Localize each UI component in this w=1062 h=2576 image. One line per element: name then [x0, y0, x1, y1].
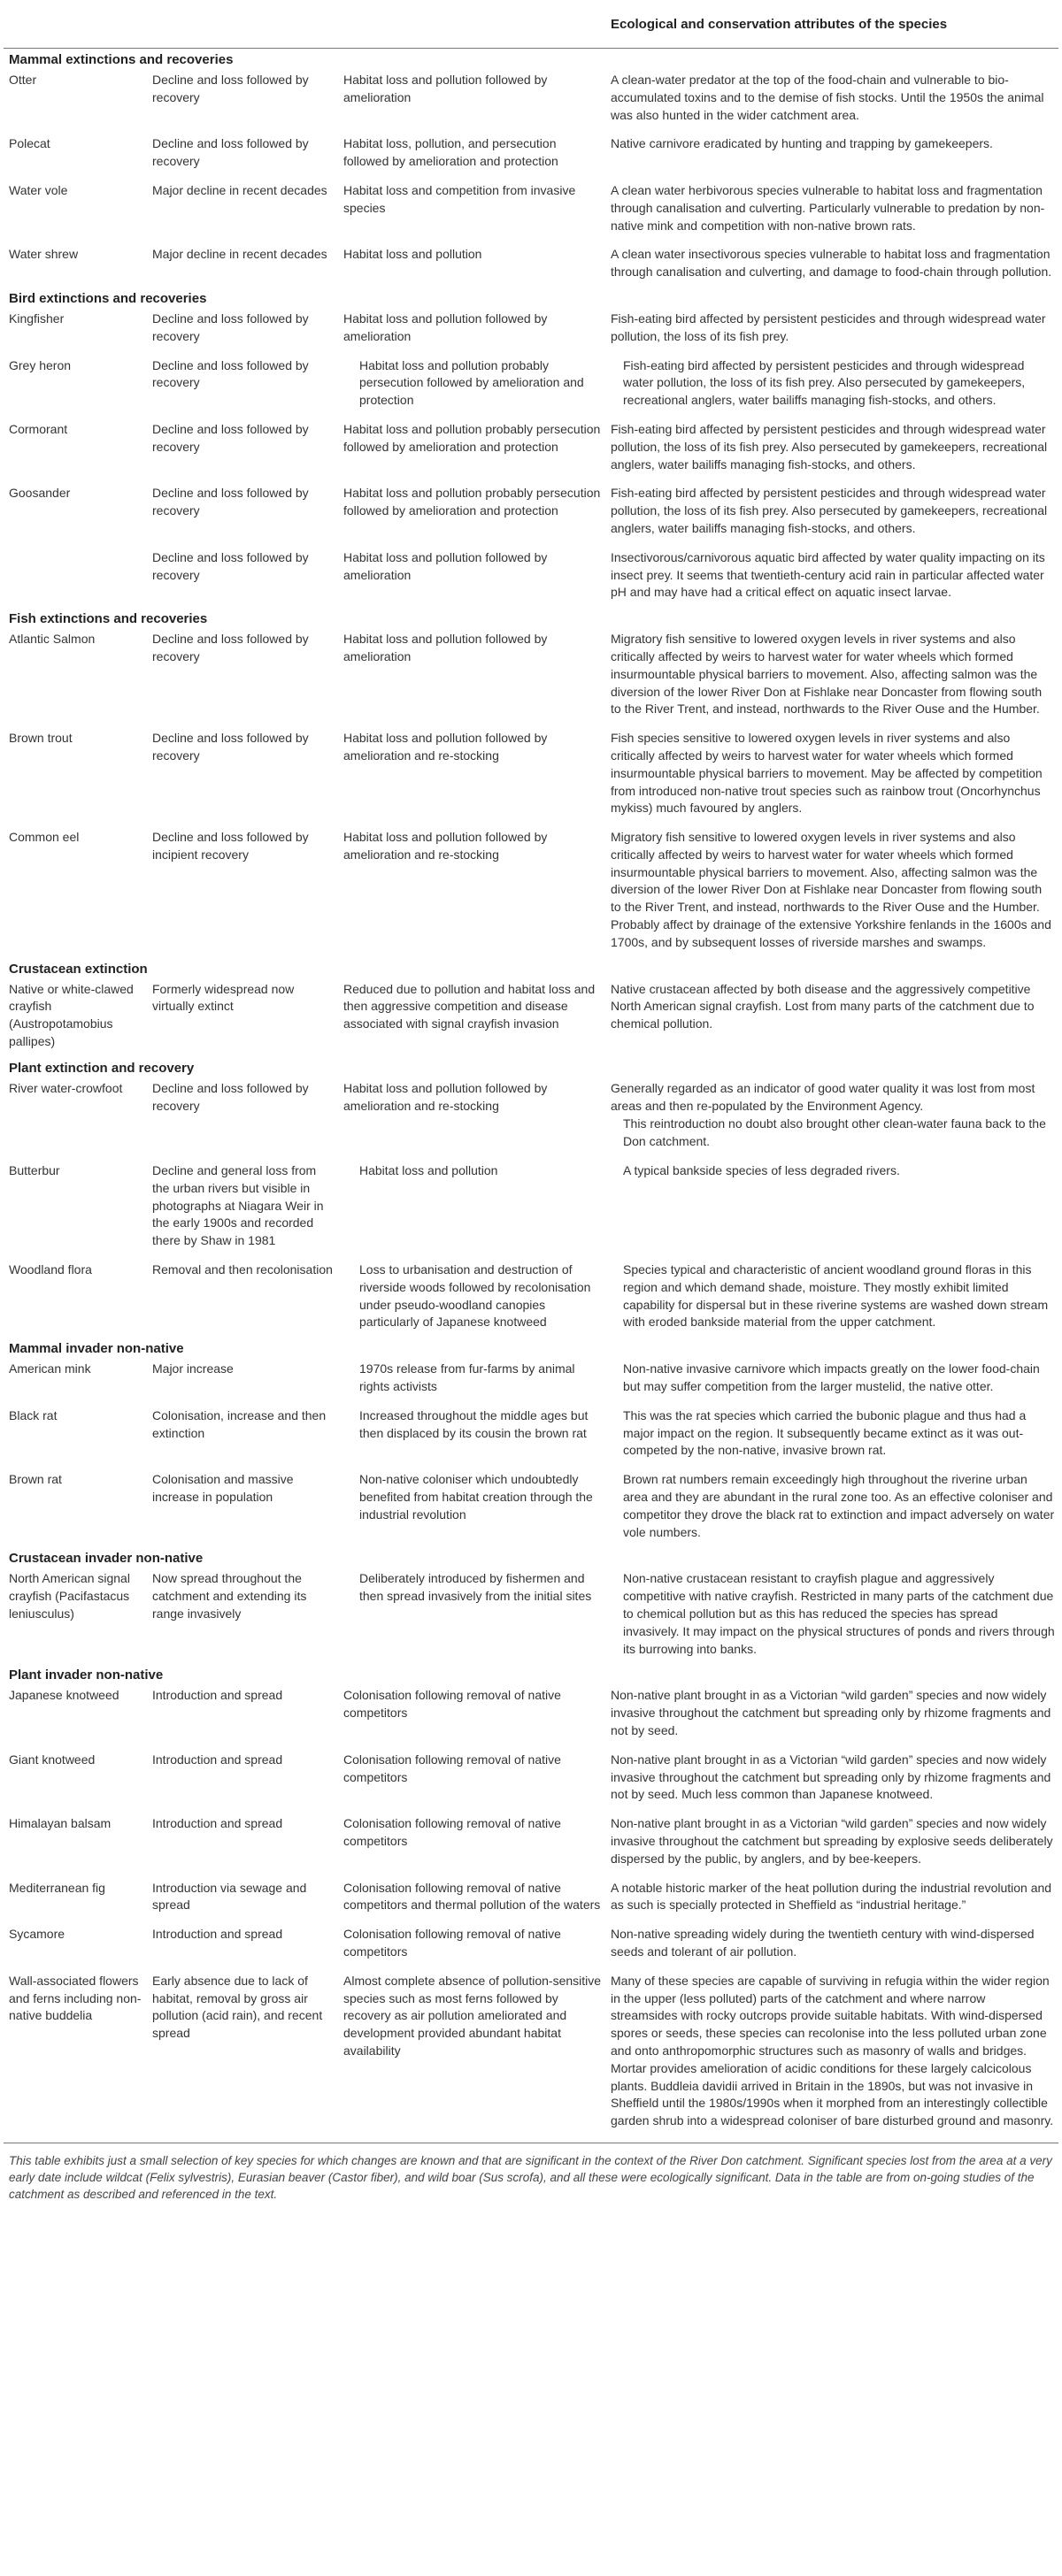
- cause-cell: Habitat loss and pollution followed by amelioration and re-stocking: [343, 1080, 548, 1113]
- species-cell: Atlantic Salmon: [9, 632, 96, 647]
- table-row: [4, 1970, 1058, 2139]
- species-cell: Native or white-clawed crayfish (Austropotamobius pallipes): [9, 981, 134, 1049]
- species-cell: Black rat: [9, 1407, 58, 1422]
- species-cell: Goosander: [9, 486, 71, 501]
- species-cell: Brown rat: [9, 1472, 62, 1487]
- cause-cell: Habitat loss and pollution: [343, 247, 482, 262]
- change-cell: Colonisation and massive increase in population: [152, 1472, 294, 1504]
- cause-cell: Colonisation following removal of native competitors and thermal pollution of the waters: [343, 1880, 601, 1913]
- cause-cell: Habitat loss and pollution probably persecution followed by amelioration and protection: [343, 421, 601, 454]
- cause-cell: Habitat loss and pollution followed by amelioration: [343, 73, 548, 104]
- table-row: [4, 547, 1058, 610]
- cause-cell: Reduced due to pollution and habitat loss and then aggressive competition and disease associated with signal crayfish invasion: [343, 981, 596, 1031]
- attributes-cell: Non-native crustacean resistant to crayfish plague and aggressively competitive with native crayfish. Restricted in many parts of the catchment due to chemical pollution but as this has reduced the species has spread invasively. It may impact on the physical structures of ponds and rivers through its burrowing into banks.: [623, 1571, 1055, 1656]
- table-row: [4, 1405, 1058, 1468]
- table-row: [4, 826, 1058, 961]
- attributes-cell: Species typical and characteristic of ancient woodland ground floras in this region and which demand shade, moisture. They mostly exhibit limited capability for dispersal but in these riverine systems are washed down stream with eroded bankside material from the upper catchment.: [623, 1262, 1049, 1330]
- section-heading: Crustacean extinction: [9, 961, 148, 977]
- attributes-cell: Migratory fish sensitive to lowered oxygen levels in river systems and also critically affected by weirs to harvest water for water wheels which formed insurmountable physical barriers to movement. Also, affecting salmon was the diversion of the lower River Don at Fishlake near Doncaster from flowing south to the River Trent, and instead, northwards to the River Ouse and the Humber.: [611, 632, 1043, 717]
- section-heading: Fish extinctions and recoveries: [9, 611, 208, 627]
- cause-cell: Habitat loss and pollution followed by amelioration and re-stocking: [343, 830, 548, 862]
- attributes-cell: A clean-water predator at the top of the food-chain and vulnerable to bio-accumulated toxins and to the demise of fish stocks. Until the 1950s the animal was also hunted in the wider catchment area.: [611, 73, 1044, 122]
- cause-cell: Colonisation following removal of native competitors: [343, 1688, 561, 1721]
- cause-cell: Habitat loss and pollution followed by amelioration: [343, 549, 548, 582]
- species-cell: [4, 547, 150, 558]
- attributes-continuation: This reintroduction no doubt also brought other clean-water fauna back to the Don catchment.: [623, 1116, 1046, 1149]
- attributes-cell: A clean water insectivorous species vulnerable to habitat loss and fragmentation through canalisation and culverting, and damage to food-chain through pollution.: [611, 247, 1052, 280]
- attributes-cell: A clean water herbivorous species vulnerable to habitat loss and fragmentation through canalisation and culverting. Particularly vulnerable to predation by non-native mink and competition with non-native brown rats.: [611, 182, 1045, 233]
- table-row: [4, 243, 1058, 290]
- species-cell: Himalayan balsam: [9, 1816, 112, 1831]
- attributes-cell: Non-native plant brought in as a Victorian “wild garden” species and now widely invasive throughout the catchment but spreading only by rhizome fragments and not by seed.: [611, 1688, 1051, 1737]
- attributes-cell: Fish-eating bird affected by persistent pesticides and through widespread water pollution, the loss of its fish prey. Also persecuted by gamekeepers, recreational anglers, water bailiffs managing fish-stocks, and others.: [611, 486, 1048, 535]
- change-cell: Decline and loss followed by recovery: [152, 632, 309, 663]
- table-row: [4, 482, 1058, 546]
- change-cell: Decline and loss followed by recovery: [152, 421, 309, 454]
- table-row: [4, 355, 1058, 418]
- cause-cell: Habitat loss and pollution probably persecution followed by amelioration and protection: [343, 486, 601, 518]
- table-row: [4, 308, 1058, 355]
- attributes-cell: Fish-eating bird affected by persistent pesticides and through widespread water pollution, the loss of its fish prey.: [611, 310, 1046, 343]
- species-cell: American mink: [9, 1361, 91, 1376]
- species-cell: Woodland flora: [9, 1262, 92, 1277]
- section-heading: Mammal extinctions and recoveries: [9, 52, 234, 67]
- table-header: [4, 0, 1058, 49]
- table-body: [4, 50, 1058, 2139]
- cause-cell: Deliberately introduced by fishermen and then spread invasively from the initial sites: [359, 1571, 592, 1604]
- change-cell: Introduction and spread: [152, 1816, 283, 1831]
- attributes-cell: Many of these species are capable of surviving in refugia within the wider region in the upper (less polluted) parts of the catchment and where narrow streamsides with rocky outcrops provide suitable habitats. With wind-dispersed spores or seeds, these species can recolonise into the less polluted urban zone and onto anthropomorphic structures such as masonry of walls and bridges. Mortar provides amelioration of acidic conditions for these largely calcicolous plants. Buddleia davidii arrived in Britain in the 1890s, but was not invasive in Sheffield until the 1980s/1990s when it morphed from an interestingly collectible garden shrub into a widespread coloniser of bare disturbed ground and masonry.: [611, 1973, 1054, 2128]
- species-cell: Water shrew: [9, 247, 79, 262]
- cause-cell: Habitat loss and pollution followed by amelioration: [343, 632, 548, 663]
- attributes-cell: A notable historic marker of the heat pollution during the industrial revolution and as such is specially protected in Sheffield as “industrial heritage.”: [611, 1880, 1052, 1913]
- species-cell: Sycamore: [9, 1927, 65, 1942]
- table-row: [4, 1259, 1058, 1340]
- attributes-cell: A typical bankside species of less degraded rivers.: [623, 1163, 900, 1178]
- attributes-cell: Non-native spreading widely during the twentieth century with wind-dispersed seeds and tolerant of air pollution.: [611, 1927, 1035, 1959]
- cause-cell: Colonisation following removal of native competitors: [343, 1816, 561, 1848]
- change-cell: Introduction and spread: [152, 1688, 283, 1703]
- species-cell: Water vole: [9, 182, 68, 197]
- change-cell: Decline and loss followed by recovery: [152, 357, 309, 390]
- attributes-cell: Fish-eating bird affected by persistent pesticides and through widespread water pollution, the loss of its fish prey. Also persecuted by gamekeepers, recreational anglers, water bailiffs managing fish-stocks, and others.: [623, 357, 1026, 408]
- change-cell: Decline and loss followed by recovery: [152, 136, 309, 169]
- change-cell: Decline and loss followed by incipient recovery: [152, 830, 309, 862]
- table-row: [4, 1813, 1058, 1876]
- cause-cell: Colonisation following removal of native competitors: [343, 1927, 561, 1959]
- cause-cell: Habitat loss and pollution followed by amelioration: [343, 310, 548, 343]
- table-row: [4, 1684, 1058, 1748]
- change-cell: Major decline in recent decades: [152, 247, 327, 262]
- section-heading: Crustacean invader non-native: [9, 1551, 204, 1567]
- table-row-continuation: [4, 1116, 1058, 1160]
- table-row: [4, 133, 1058, 180]
- table-footnote: This table exhibits just a small selection of key species for which changes are known and that are significant in the context of the River Don catchment. Significant species lost from the area at a very early date include wildcat (Felix sylvestris), Eurasian beaver (Castor fiber), and wild boar (Sus scrofa), and all these were ecologically significant. Data in the table are from on-going studies of the catchment as described and referenced in the text.: [4, 2143, 1058, 2203]
- change-cell: Decline and loss followed by recovery: [152, 731, 309, 763]
- change-cell: Major increase: [152, 1361, 234, 1376]
- cause-cell: Habitat loss, pollution, and persecution followed by amelioration and protection: [343, 136, 558, 169]
- attributes-cell: Insectivorous/carnivorous aquatic bird affected by water quality impacting on its insect prey. It seems that twentieth-century acid rain in particular affected water pH and may have had a critical effect on aquatic insect larvae.: [611, 549, 1045, 600]
- cause-cell: Habitat loss and pollution probably persecution followed by amelioration and protection: [359, 357, 584, 408]
- cause-cell: Habitat loss and competition from invasive species: [343, 182, 576, 215]
- species-cell: Giant knotweed: [9, 1752, 96, 1767]
- species-cell: Mediterranean fig: [9, 1880, 105, 1895]
- change-cell: Decline and loss followed by recovery: [152, 310, 309, 343]
- cause-cell: Almost complete absence of pollution-sensitive species such as most ferns followed by recovery as air pollution ameliorated and development provided abundant habitat availability: [343, 1973, 602, 2058]
- attributes-cell: Fish-eating bird affected by persistent pesticides and through widespread water pollution, the loss of its fish prey. Also persecuted by gamekeepers, recreational anglers, water bailiffs managing fish-stocks, and others.: [611, 421, 1048, 472]
- species-cell: Butterbur: [9, 1163, 60, 1178]
- attributes-cell: Native carnivore eradicated by hunting and trapping by gamekeepers.: [611, 136, 993, 151]
- section-heading: Plant extinction and recovery: [9, 1060, 195, 1076]
- change-cell: Removal and then recolonisation: [152, 1262, 333, 1277]
- cause-cell: Non-native coloniser which undoubtedly benefited from habitat creation through the industrial revolution: [359, 1472, 593, 1522]
- species-cell: River water-crowfoot: [9, 1080, 123, 1095]
- table-row: [4, 1160, 1058, 1259]
- cause-cell: Habitat loss and pollution followed by amelioration and re-stocking: [343, 731, 548, 763]
- species-cell: Polecat: [9, 136, 50, 151]
- table-row: [4, 628, 1058, 727]
- cause-cell: Loss to urbanisation and destruction of riverside woods followed by recolonisation under pseudo-woodland canopies particularly of Japanese knotweed: [359, 1262, 591, 1330]
- table-row: [4, 1923, 1058, 1970]
- change-cell: Decline and loss followed by recovery: [152, 486, 309, 518]
- attributes-cell: Non-native plant brought in as a Victorian “wild garden” species and now widely invasive throughout the catchment but spreading only by rhizome fragments and not by seed. Much less common than Japanese knotweed.: [611, 1752, 1051, 1802]
- species-cell: Kingfisher: [9, 310, 65, 326]
- species-cell: Wall-associated flowers and ferns including non-native buddelia: [9, 1973, 142, 2023]
- section-heading: Mammal invader non-native: [9, 1341, 184, 1357]
- species-cell: Grey heron: [9, 357, 72, 372]
- attributes-cell: Migratory fish sensitive to lowered oxygen levels in river systems and also critically affected by weirs to harvest water for water wheels which formed insurmountable physical barriers to movement. Also, affecting salmon was the diversion of the lower River Don at Fishlake near Doncaster from flowing south to the River Trent, and instead, northwards to the River Ouse and the Humber. Probably affect by drainage of the extensive Yorkshire fenlands in the 1600s and 1700s, and by subsequent losses of riverside marshes and swamps.: [611, 830, 1051, 949]
- attributes-cell: Generally regarded as an indicator of good water quality it was lost from most areas and then re-populated by the Environment Agency.: [611, 1080, 1035, 1113]
- change-cell: Early absence due to lack of habitat, removal by gross air pollution (acid rain), and recent spread: [152, 1973, 323, 2041]
- change-cell: Decline and general loss from the urban rivers but visible in photographs at Niagara Weir in the early 1900s and recorded there by Shaw in 1981: [152, 1163, 324, 1248]
- cause-cell: 1970s release from fur-farms by animal rights activists: [359, 1361, 575, 1394]
- header-attributes: Ecological and conservation attributes of the species: [611, 16, 948, 32]
- species-cell: Otter: [9, 73, 37, 87]
- table-row: [4, 727, 1058, 826]
- table-row: [4, 978, 1058, 1060]
- change-cell: Decline and loss followed by recovery: [152, 549, 309, 582]
- change-cell: Colonisation, increase and then extinction: [152, 1407, 327, 1440]
- change-cell: Formerly widespread now virtually extinct: [152, 981, 295, 1014]
- change-cell: Introduction via sewage and spread: [152, 1880, 307, 1913]
- change-cell: Decline and loss followed by recovery: [152, 73, 309, 104]
- table-row: [4, 1877, 1058, 1924]
- table-row: [4, 1749, 1058, 1813]
- change-cell: Decline and loss followed by recovery: [152, 1080, 309, 1113]
- cause-cell: Habitat loss and pollution: [359, 1163, 498, 1178]
- species-cell: North American signal crayfish (Pacifastacus leniusculus): [9, 1571, 130, 1621]
- attributes-cell: Fish species sensitive to lowered oxygen levels in river systems and also critically affected by weirs to harvest water for water wheels which formed insurmountable physical barriers to movement. May be affected by competition from introduced non-native trout species such as rainbow trout (Oncorhynchus mykiss) much favoured by anglers.: [611, 731, 1043, 816]
- change-cell: Introduction and spread: [152, 1752, 283, 1767]
- table-row: [4, 1358, 1058, 1405]
- cause-cell: Colonisation following removal of native competitors: [343, 1752, 561, 1784]
- change-cell: Introduction and spread: [152, 1927, 283, 1942]
- cause-cell: Increased throughout the middle ages but then displaced by its cousin the brown rat: [359, 1407, 589, 1440]
- species-cell: Brown trout: [9, 731, 73, 746]
- table-row: [4, 418, 1058, 482]
- attributes-cell: Brown rat numbers remain exceedingly high throughout the riverine urban area and they are abundant in the rural zone too. As an effective coloniser and competitor they drove the black rat to extinction and impact adversely on water vole numbers.: [623, 1472, 1055, 1539]
- species-cell: Common eel: [9, 830, 80, 845]
- section-heading: Bird extinctions and recoveries: [9, 290, 207, 306]
- table-row: [4, 1568, 1058, 1667]
- change-cell: Now spread throughout the catchment and extending its range invasively: [152, 1571, 307, 1621]
- species-cell: Japanese knotweed: [9, 1688, 119, 1703]
- table-row: [4, 180, 1058, 243]
- section-heading: Plant invader non-native: [9, 1668, 164, 1683]
- attributes-cell: Native crustacean affected by both disease and the aggressively competitive North American signal crayfish. Lost from many parts of the catchment due to chemical pollution.: [611, 981, 1035, 1031]
- change-cell: Major decline in recent decades: [152, 182, 327, 197]
- species-cell: Cormorant: [9, 421, 68, 436]
- table-row: [4, 69, 1058, 133]
- attributes-cell: Non-native plant brought in as a Victorian “wild garden” species and now widely invasive throughout the catchment but spreading by explosive seeds deliberately dispersed by the public, by anglers, and by bee-keepers.: [611, 1816, 1053, 1866]
- attributes-cell: Non-native invasive carnivore which impacts greatly on the lower food-chain but may suffer competition from the larger mustelid, the native otter.: [623, 1361, 1040, 1394]
- table-row: [4, 1468, 1058, 1550]
- attributes-cell: This was the rat species which carried the bubonic plague and thus had a major impact on the region. It subsequently became extinct as it was out-competed by the non-native, invasive brown rat.: [623, 1407, 1027, 1458]
